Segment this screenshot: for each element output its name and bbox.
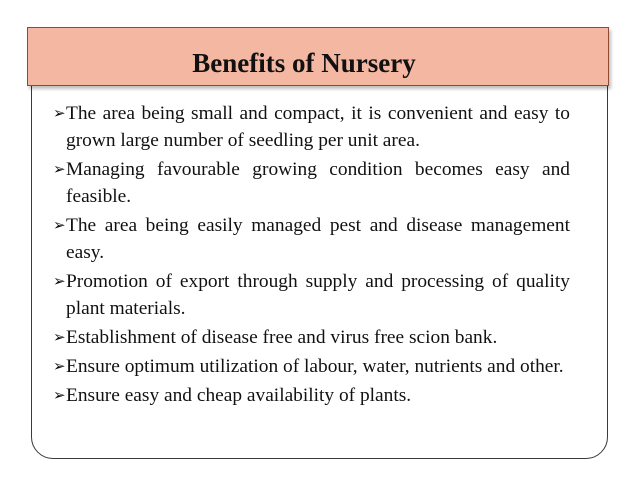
benefits-list	[54, 100, 570, 411]
arrow-right-icon: ➢	[53, 328, 66, 346]
list-item	[54, 268, 570, 322]
arrow-right-icon: ➢	[53, 272, 66, 290]
arrow-right-icon: ➢	[53, 160, 66, 178]
list-item	[54, 100, 570, 154]
list-item	[54, 212, 570, 266]
arrow-right-icon: ➢	[53, 357, 66, 375]
list-item	[54, 353, 570, 380]
list-item-text: Ensure easy and cheap availability of plants.	[66, 385, 412, 406]
list-item-text: The area being small and compact, it is convenient and easy to grown large number of seedling per unit area.	[66, 103, 570, 151]
arrow-right-icon: ➢	[53, 104, 66, 122]
arrow-right-icon: ➢	[53, 216, 66, 234]
list-item	[54, 382, 570, 409]
list-item	[54, 156, 570, 210]
arrow-right-icon: ➢	[53, 386, 66, 404]
list-item-text: The area being easily managed pest and disease management easy.	[66, 215, 570, 263]
list-item-text: Establishment of disease free and virus free scion bank.	[66, 327, 498, 348]
list-item-text: Promotion of export through supply and processing of quality plant materials.	[66, 271, 570, 319]
title-banner	[27, 27, 609, 86]
slide-title: Benefits of Nursery	[192, 48, 416, 78]
list-item-text: Ensure optimum utilization of labour, water, nutrients and other.	[66, 356, 564, 377]
list-item	[54, 324, 570, 351]
list-item-text: Managing favourable growing condition becomes easy and feasible.	[66, 159, 570, 207]
